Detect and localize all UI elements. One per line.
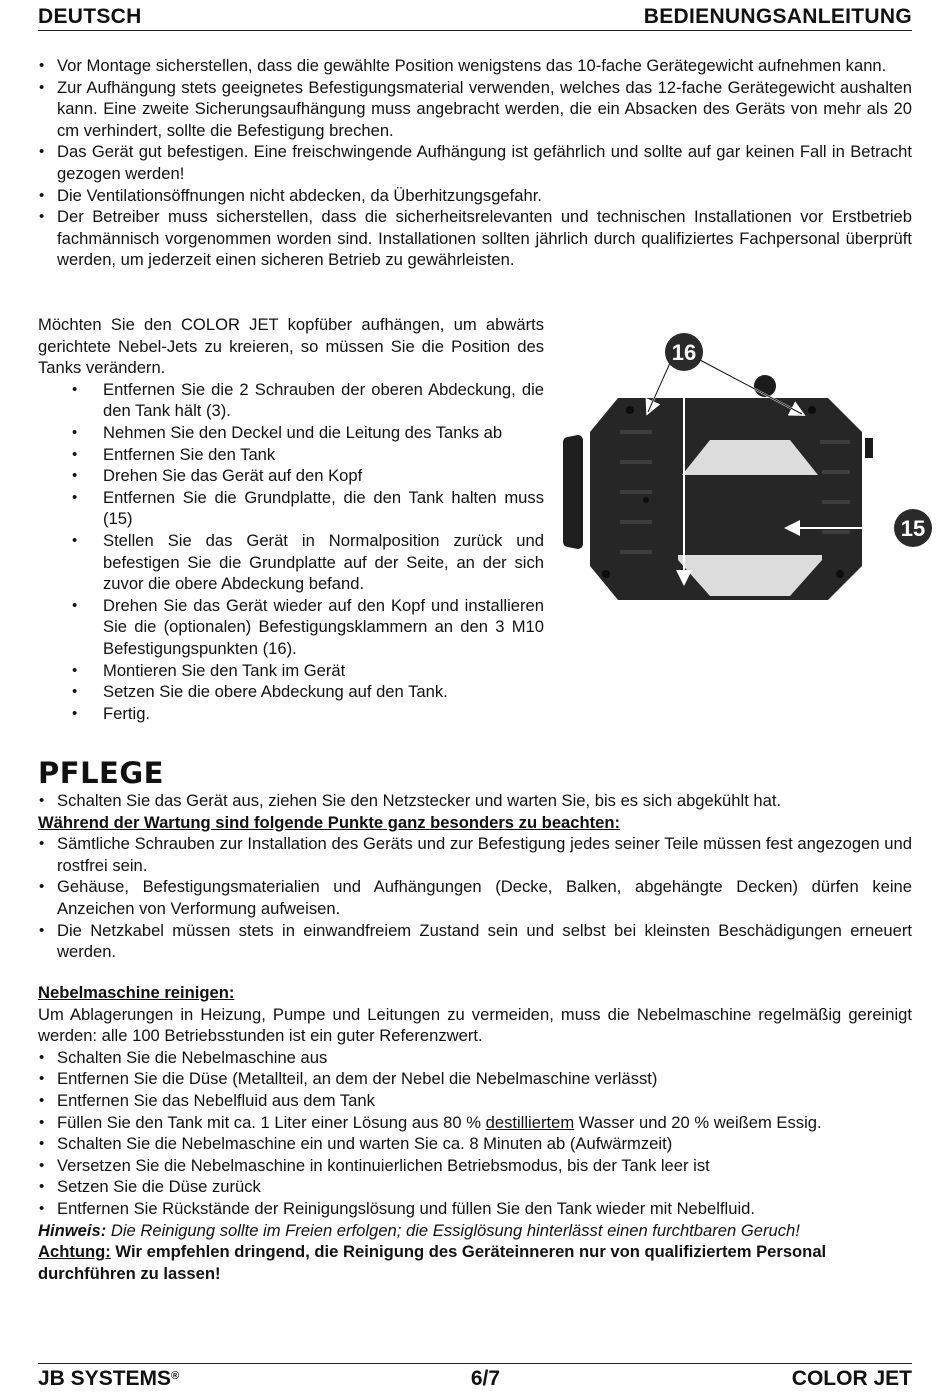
list-item: • Die Ventilationsöffnungen nicht abdecken, da Überhitzungsgefahr. (38, 185, 912, 207)
page-number: 6/7 (470, 1367, 501, 1390)
base-plate (640, 475, 855, 555)
list-item: • Sämtliche Schrauben zur Installation des Geräts und zur Befestigung jedes seiner Teile müssen fest angezogen und rostfrei sein. (38, 833, 912, 876)
header-title: BEDIENUNGSANLEITUNG (643, 5, 912, 29)
cleaning-section (38, 982, 912, 1284)
list-item: • Fertig. (38, 703, 544, 725)
warning-label: Achtung: (38, 1242, 111, 1262)
list-item: • Das Gerät gut befestigen. Eine freischwingende Aufhängung ist gefährlich und sollte auf gar keinen Fall in Betracht gezogen werden! (38, 141, 912, 184)
list-item: • Entfernen Sie die Grundplatte, die den Tank halten muss (15) (38, 487, 544, 530)
inverted-steps (38, 379, 544, 725)
fill-text-post: Wasser und 20 % weißem Essig. (574, 1112, 822, 1132)
device-figure (560, 330, 940, 602)
inverted-lead: Möchten Sie den COLOR JET kopfüber aufhängen, um abwärts gerichtete Nebel-Jets zu kreieren, so müssen Sie die Position des Tanks verändern. (38, 315, 544, 378)
page-header (38, 0, 912, 31)
registered-mark: ® (171, 1370, 180, 1382)
list-item: • Der Betreiber muss sicherstellen, dass die sicherheitsrelevanten und technischen Installationen vor Erstbetrieb fachmännisch vorgenommen worden sind. Installationen sollten jährlich durch qualifiziertes Fachpersonal überprüft werden, um jederzeit einen sicheren Betrieb zu gewährleisten. (38, 206, 912, 271)
cleaning-intro: Um Ablagerungen in Heizung, Pumpe und Leitungen zu vermeiden, muss die Nebelmaschine regelmäßig gereinigt werden: alle 100 Betriebsstunden ist ein guter Referenzwert. (38, 1004, 912, 1046)
list-item: • Setzen Sie die obere Abdeckung auf den Tank. (38, 681, 544, 703)
list-item: • Entfernen Sie den Tank (38, 444, 544, 466)
safety-section (38, 55, 912, 271)
list-item: • Setzen Sie die Düse zurück (38, 1176, 912, 1198)
list-item: • Entfernen Sie Rückstände der Reinigungslösung und füllen Sie den Tank wieder mit Nebelfluid. (38, 1198, 912, 1220)
safety-list (38, 55, 912, 271)
callout-16-label: 16 (671, 340, 697, 365)
list-item: • Drehen Sie das Gerät auf den Kopf (38, 465, 544, 487)
list-item: • Nehmen Sie den Deckel und die Leitung des Tanks ab (38, 422, 544, 444)
cleaning-steps (38, 1047, 912, 1220)
cleaning-heading: Nebelmaschine reinigen: (38, 983, 235, 1002)
list-item: • Versetzen Sie die Nebelmaschine in kontinuierlichen Betriebsmodus, bis der Tank leer ist (38, 1155, 912, 1177)
list-item (38, 1112, 912, 1134)
inverted-mount-section (38, 314, 544, 724)
handle-shape (568, 440, 578, 544)
list-item: • Schalten Sie die Nebelmaschine aus (38, 1047, 912, 1069)
list-item: • Drehen Sie das Gerät wieder auf den Kopf und installieren Sie die (optionalen) Befestigungsklammern an den 3 M10 Befestigungspunkten (16). (38, 595, 544, 660)
list-item: • Stellen Sie das Gerät in Normalposition zurück und befestigen Sie die Grundplatte auf der Seite, an der sich zuvor die obere Abdeckung befand. (38, 530, 544, 595)
list-item: • Entfernen Sie die Düse (Metallteil, an dem der Nebel die Nebelmaschine verlässt) (38, 1068, 912, 1090)
page-footer (38, 1363, 912, 1390)
note-label: Hinweis: (38, 1220, 107, 1240)
list-item: • Vor Montage sicherstellen, dass die gewählte Position wenigstens das 10-fache Gerätegewicht aufnehmen kann. (38, 55, 912, 77)
maintenance-subheading: Während der Wartung sind folgende Punkte ganz besonders zu beachten: (38, 812, 621, 832)
pflege-first (38, 790, 912, 812)
list-item: • Montieren Sie den Tank im Gerät (38, 660, 544, 682)
device-diagram (560, 330, 940, 602)
header-language: DEUTSCH (38, 5, 142, 29)
list-item: • Schalten Sie das Gerät aus, ziehen Sie den Netzstecker und warten Sie, bis es sich abgekühlt hat. (38, 790, 912, 812)
list-item: • Die Netzkabel müssen stets in einwandfreiem Zustand sein und selbst bei kleinsten Beschädigungen erneuert werden. (38, 920, 912, 963)
warning-text: Wir empfehlen dringend, die Reinigung des Geräteinneren nur von qualifiziertem Personal durchführen zu lassen! (38, 1242, 827, 1283)
side-knob (865, 438, 873, 458)
footer-model: COLOR JET (791, 1367, 912, 1390)
callout-15-label: 15 (900, 516, 926, 541)
pflege-section (38, 756, 912, 963)
list-item: • Zur Aufhängung stets geeignetes Befestigungsmaterial verwenden, welches das 12-fache Gerätegewicht aushalten kann. Eine zweite Sicherungsaufhängung muss angebracht werden, die ein Absacken des Geräts von mehr als 20 cm verhindert, sollte die Befestigung brechen. (38, 77, 912, 142)
list-item: • Entfernen Sie die 2 Schrauben der oberen Abdeckung, die den Tank hält (3). (38, 379, 544, 422)
list-item: • Gehäuse, Befestigungsmaterialien und Aufhängungen (Decke, Balken, abgehängte Decken) dürfen keine Anzeichen von Verformung aufweisen. (38, 876, 912, 919)
list-item: • Schalten Sie die Nebelmaschine ein und warten Sie ca. 8 Minuten ab (Aufwärmzeit) (38, 1133, 912, 1155)
warning (38, 1241, 912, 1284)
note (38, 1220, 912, 1242)
list-item: • Entfernen Sie das Nebelfluid aus dem Tank (38, 1090, 912, 1112)
brand-name: JB SYSTEMS (38, 1367, 172, 1390)
fill-text-pre: Füllen Sie den Tank mit ca. 1 Liter einer Lösung aus 80 % (57, 1112, 486, 1132)
note-text: Die Reinigung sollte im Freien erfolgen; die Essiglösung hinterlässt einen furchtbaren Geruch! (106, 1220, 800, 1240)
fill-text-underlined: destilliertem (485, 1112, 575, 1132)
section-title: PFLEGE (38, 756, 164, 790)
footer-brand (38, 1368, 179, 1390)
maintenance-points (38, 833, 912, 963)
